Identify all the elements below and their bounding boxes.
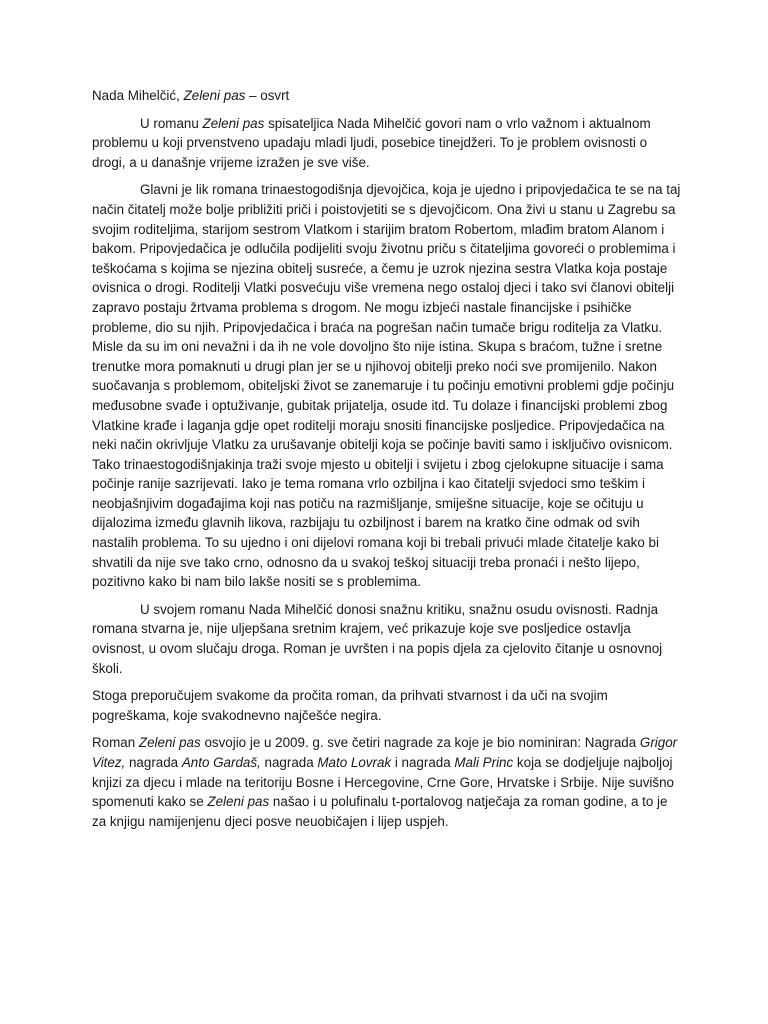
paragraph-intro-book-title: Zeleni pas	[202, 115, 265, 131]
paragraph-critique: U svojem romanu Nada Mihelčić donosi snažnu kritiku, snažnu osudu ovisnosti. Radnja romana stvarna je, nije uljepšana sretnim krajem, već prikazuje koje sve posljedice ostavlja ovisnost, u ovom slučaju droga. Roman je uvršten i na popis djela za cjelovito čitanje u osnovnoj školi.	[92, 601, 663, 676]
award-anto-gardas: Anto Gardaš,	[181, 755, 261, 770]
paragraph-main-character: Glavni je lik romana trinaestogodišnja djevojčica, koja je ujedno i pripovjedačica te se na taj način čitatelj može bolje približiti priči i poistovjetiti se s djevojčicom. Ona živi u stanu u Zagrebu sa svojim roditeljima, starijom sestrom Vlatkom i starijim bratom Robertom, mlađim bratom Alanom i bakom. Pripovjedačica je odlučila podijeliti svoju životnu priču s čitateljima govoreći o problemima i teškoćama s kojima se njezina obitelj susreće, a čemu je uzrok njezina sestra Vlatka koja postaje ovisnica o drogi. Roditelji Vlatki posvećuju više vremena nego ostaloj djeci i tako svi članovi obitelji zapravo postaju žrtvama problema s drogom. Ne mogu izbjeći nastale financijske i psihičke probleme, dio su njih. Pripovjedačica i braća na pogrešan način tumače brigu roditelja za Vlatku. Misle da su im oni nevažni i da ih ne vole dovoljno što nije istina. Skupa s braćom, tužne i sretne trenutke mora pomaknuti u drugi plan jer se u njihovoj obitelji preko noći sve promijenilo. Nakon suočavanja s problemom, obiteljski život se zanemaruje i tu počinju emotivni problemi gdje počinju međusobne svađe i optuživanje, gubitak prijatelja, osude itd. Tu dolaze i financijski problemi zbog Vlatkine krađe i laganja gdje opet roditelji moraju snositi financijske posljedice. Pripovjedačica na neki način okrivljuje Vlatku za urušavanje obitelji koja se počinje baviti samo i isključivo ovisnicom. Tako trinaestogodišnjakinja traži svoje mjesto u obitelji i svijetu i zbog cjelokupne situacije i sama počinje ranije sazrijevati. Iako je tema romana vrlo ozbiljna i kao čitatelji svjedoci smo teškim i neobjašnjivim događajima koji nas potiču na razmišljanje, smiješne situacije, koje se očituju u dijalozima između glavnih likova, razbijaju tu ozbiljnost i barem na kratko čine odmak od svih nastalih problema. To su ujedno i oni dijelovi romana koji bi trebali privući mlade čitatelje kako bi shvatili da nije sve tako crno, odnosno da u svakoj teškoj situaciji treba pronaći i nešto lijepo, pozitivno kako bi nam bilo lakše nositi se s problemima.	[92, 182, 681, 590]
paragraph-intro-part-2: spisateljica Nada Mihelčić govori nam o vrlo važnom i aktualnom problemu u koji prvenstveno upadaju mladi ljudi, posebice tinejdžeri. To je problem ovisnosti o drogi, a u današnje vrijeme izražen je sve više.	[92, 115, 651, 170]
paragraph-intro	[92, 114, 682, 173]
awards-text-1: Roman	[92, 735, 136, 751]
awards-text-3: nagrada	[128, 755, 179, 770]
paragraph-awards	[92, 733, 682, 831]
awards-book-title-1: Zeleni pas	[138, 735, 201, 751]
title-author: Nada Mihelčić,	[92, 88, 180, 103]
title-suffix: – osvrt	[249, 88, 290, 103]
document-title	[92, 86, 682, 106]
award-mali-princ: Mali Princ	[454, 755, 514, 770]
paragraph-recommendation: Stoga preporučujem svakome da pročita roman, da prihvati stvarnost i da uči na svojim pogreškama, koje svakodnevno najčešće negira.	[92, 688, 608, 723]
award-mato-lovrak: Mato Lovrak	[317, 755, 392, 770]
paragraph-intro-part-1: U romanu	[140, 115, 199, 131]
awards-text-5: i nagrada	[394, 755, 451, 770]
awards-text-2: osvojio je u 2009. g. sve četiri nagrade za koje je bio nominiran: Nagrada	[204, 735, 637, 751]
document-page	[92, 86, 682, 839]
award-grigor-vitez: Grigor Vitez,	[92, 735, 678, 770]
awards-text-6: koja se dodjeljuje najboljoj knjizi za djecu i mlade na teritoriju Bosne i Hercegovine, Crne Gore, Hrvatske i Srbije. Nije suvišno spomenuti kako se	[92, 755, 674, 810]
awards-text-4: nagrada	[264, 755, 314, 770]
awards-book-title-2: Zeleni pas	[207, 794, 270, 810]
awards-text-7: našao i u polufinalu t-portalovog natječaja za roman godine, a to je za knjigu namijenjenu djeci posve neuobičajen i lijep uspjeh.	[92, 794, 668, 829]
title-book: Zeleni pas	[183, 88, 246, 103]
